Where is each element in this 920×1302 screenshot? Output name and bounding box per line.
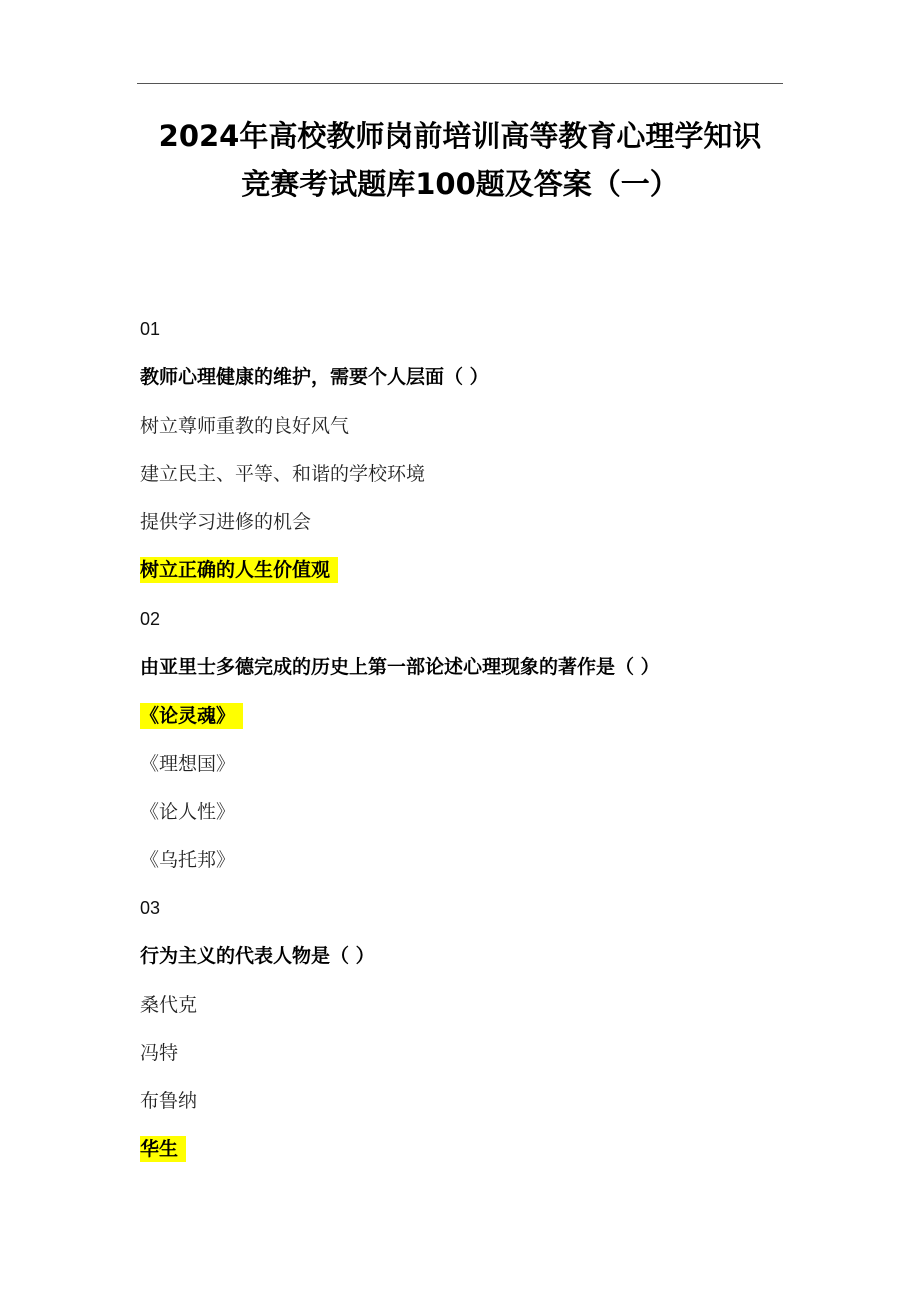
question-block-02: [140, 595, 840, 885]
option-d-correct-answer: [140, 1125, 840, 1173]
option-b: 冯特: [140, 1041, 179, 1064]
option-a-correct-answer: [140, 692, 840, 740]
title-line-2: 竞赛考试题库100题及答案（一）: [241, 167, 679, 201]
question-number: 02: [140, 609, 161, 629]
question-text: 行为主义的代表人物是（ ）: [140, 945, 375, 968]
option-c: 布鲁纳: [140, 1090, 198, 1113]
question-block-03: [140, 884, 840, 1174]
option-b: 建立民主、平等、和谐的学校环境: [140, 462, 426, 485]
option-b: 《理想国》: [140, 752, 236, 775]
answer-highlight: 《论灵魂》: [140, 703, 243, 729]
option-a: 树立尊师重教的良好风气: [140, 414, 350, 437]
question-block-01: [140, 305, 840, 595]
question-text: 教师心理健康的维护，需要个人层面（ ）: [140, 366, 489, 389]
option-c: 提供学习进修的机会: [140, 511, 312, 534]
question-text: 由亚里士多德完成的历史上第一部论述心理现象的著作是（ ）: [140, 656, 660, 679]
question-number: 01: [140, 319, 161, 339]
option-c: 《论人性》: [140, 801, 236, 824]
answer-highlight: 华生: [140, 1136, 186, 1162]
option-d: 《乌托邦》: [140, 849, 236, 872]
document-title: [100, 112, 820, 208]
header-rule: [137, 83, 783, 84]
question-number: 03: [140, 898, 161, 918]
option-d-correct-answer: [140, 546, 840, 594]
title-line-1: 2024年高校教师岗前培训高等教育心理学知识: [158, 119, 762, 153]
answer-highlight: 树立正确的人生价值观: [140, 557, 338, 583]
option-a: 桑代克: [140, 993, 198, 1016]
